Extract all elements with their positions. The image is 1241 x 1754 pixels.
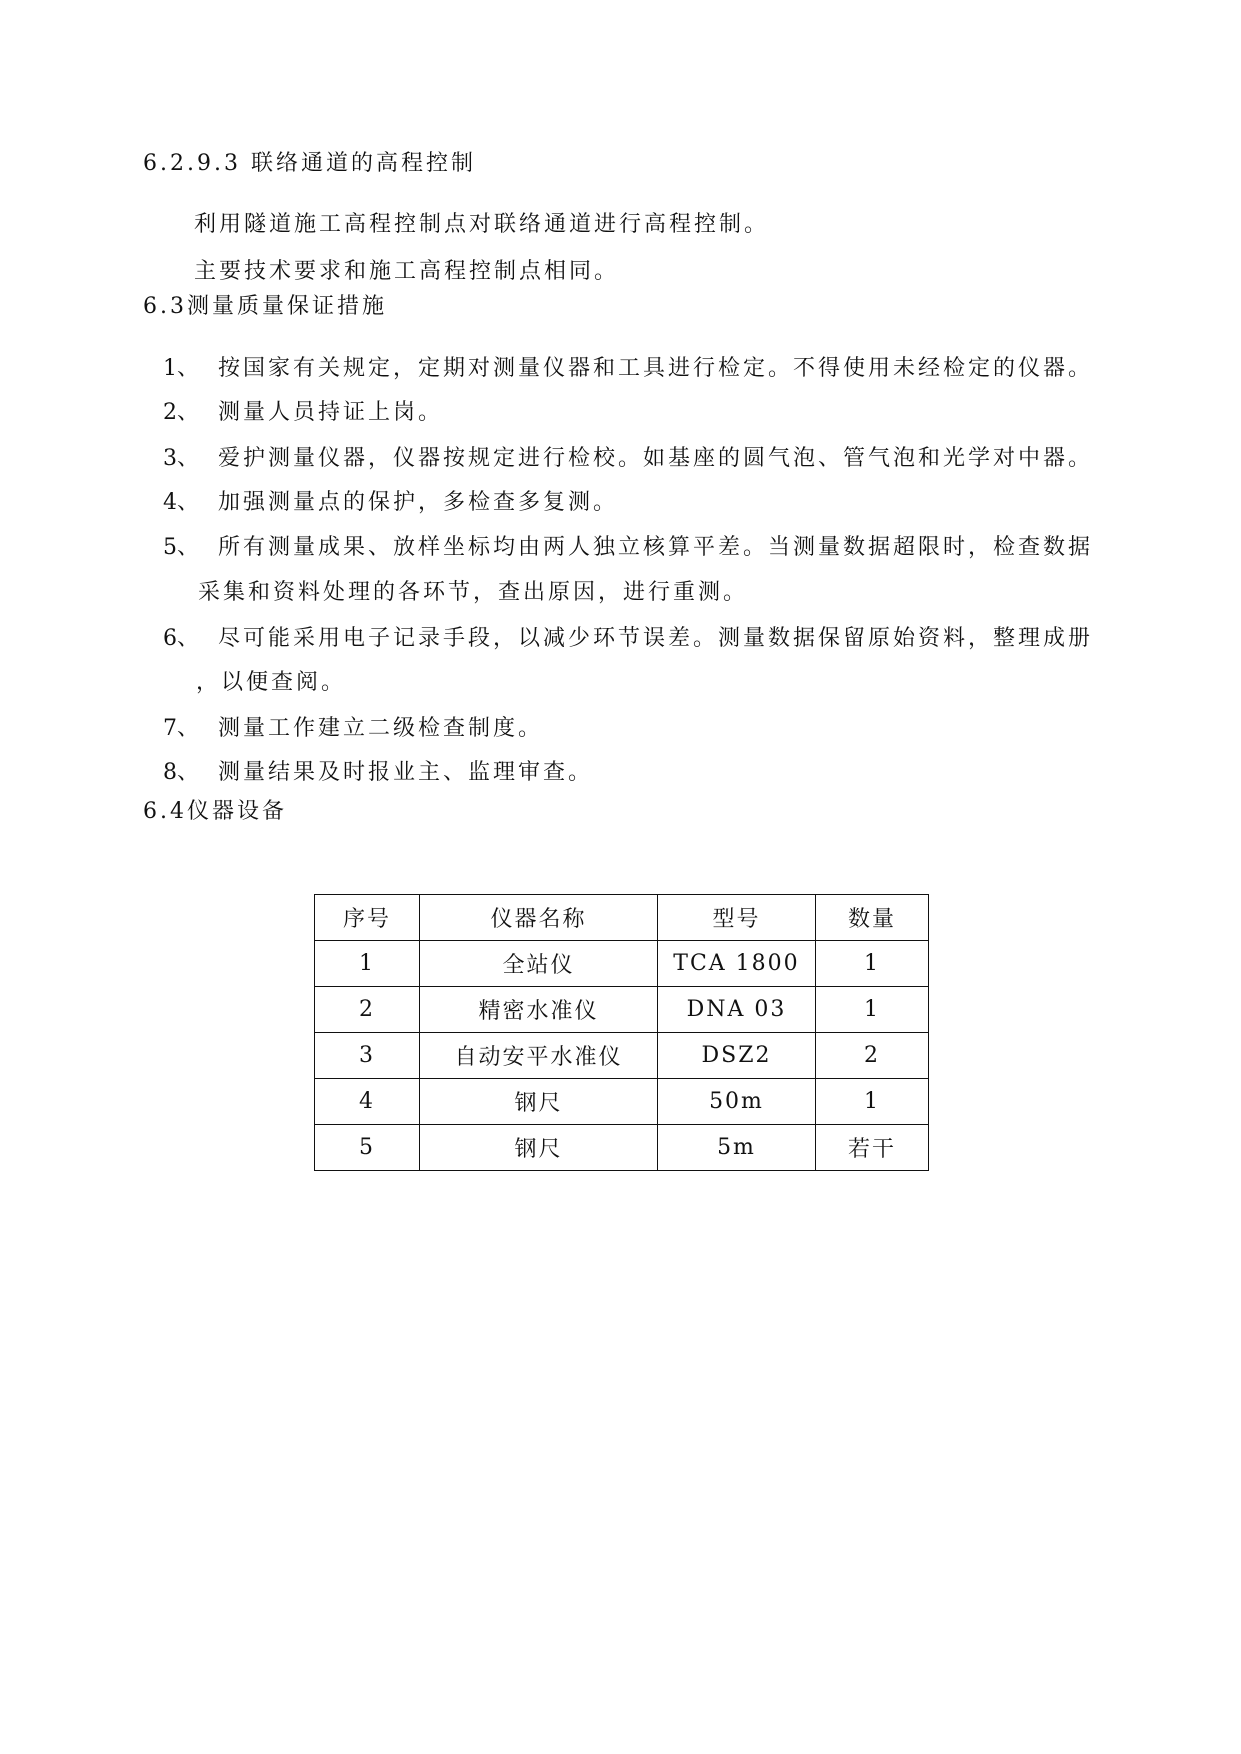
table-row	[315, 1079, 929, 1125]
table-cell: 4	[315, 1079, 420, 1125]
table-row	[315, 941, 929, 987]
list-item-text: 测量人员持证上岗。	[218, 400, 444, 425]
list-item-number: 3、	[163, 446, 199, 471]
list-item-text: 按国家有关规定，定期对测量仪器和工具进行检定。不得使用未经检定的仪器。	[218, 356, 1094, 381]
column-header: 序号	[315, 895, 420, 941]
list-item-text: 爱护测量仪器，仪器按规定进行检校。如基座的圆气泡、管气泡和光学对中器。	[218, 446, 1094, 471]
list-item-text: 加强测量点的保护，多检查多复测。	[218, 490, 619, 515]
column-header: 型号	[658, 895, 816, 941]
table-row	[315, 987, 929, 1033]
list-item-number: 2、	[163, 400, 199, 425]
list-item-text: 测量结果及时报业主、监理审查。	[218, 760, 594, 785]
table-cell: 若干	[816, 1125, 929, 1171]
list-item-continuation: 采集和资料处理的各环节，查出原因，进行重测。	[198, 580, 749, 605]
table-cell: 1	[816, 1079, 929, 1125]
section-heading-64: 6.4仪器设备	[143, 799, 287, 824]
section-heading-6293: 6.2.9.3 联络通道的高程控制	[143, 151, 476, 176]
table-cell: DNA 03	[658, 987, 816, 1033]
list-item-number: 6、	[163, 626, 199, 651]
table-header-row	[315, 895, 929, 941]
table-cell: 2	[816, 1033, 929, 1079]
table-cell: 3	[315, 1033, 420, 1079]
list-item-number: 4、	[163, 490, 199, 515]
paragraph: 利用隧道施工高程控制点对联络通道进行高程控制。	[194, 212, 770, 237]
table-cell: 5	[315, 1125, 420, 1171]
table-cell: 2	[315, 987, 420, 1033]
table-cell: 全站仪	[420, 941, 658, 987]
table-cell: 5m	[658, 1125, 816, 1171]
table-cell: 自动安平水准仪	[420, 1033, 658, 1079]
table-cell: 钢尺	[420, 1125, 658, 1171]
section-heading-63: 6.3测量质量保证措施	[143, 294, 387, 319]
table-cell: 精密水准仪	[420, 987, 658, 1033]
table-cell: 1	[816, 987, 929, 1033]
list-item-number: 8、	[163, 760, 199, 785]
list-item-text: 尽可能采用电子记录手段，以减少环节误差。测量数据保留原始资料，整理成册	[218, 626, 1094, 651]
list-item-number: 5、	[163, 535, 199, 560]
list-item-text: 测量工作建立二级检查制度。	[218, 716, 544, 741]
table-cell: 50m	[658, 1079, 816, 1125]
list-item-text: 所有测量成果、放样坐标均由两人独立核算平差。当测量数据超限时，检查数据	[218, 535, 1094, 560]
table-cell: 1	[816, 941, 929, 987]
table-cell: 钢尺	[420, 1079, 658, 1125]
list-item-continuation: ，以便查阅。	[196, 670, 347, 695]
list-item-number: 7、	[163, 716, 199, 741]
table-cell: TCA 1800	[658, 941, 816, 987]
paragraph: 主要技术要求和施工高程控制点相同。	[194, 259, 620, 284]
table-row	[315, 1125, 929, 1171]
equipment-table	[314, 894, 929, 1171]
column-header: 仪器名称	[420, 895, 658, 941]
table-cell: 1	[315, 941, 420, 987]
list-item-number: 1、	[163, 356, 199, 381]
table-row	[315, 1033, 929, 1079]
column-header: 数量	[816, 895, 929, 941]
table-cell: DSZ2	[658, 1033, 816, 1079]
